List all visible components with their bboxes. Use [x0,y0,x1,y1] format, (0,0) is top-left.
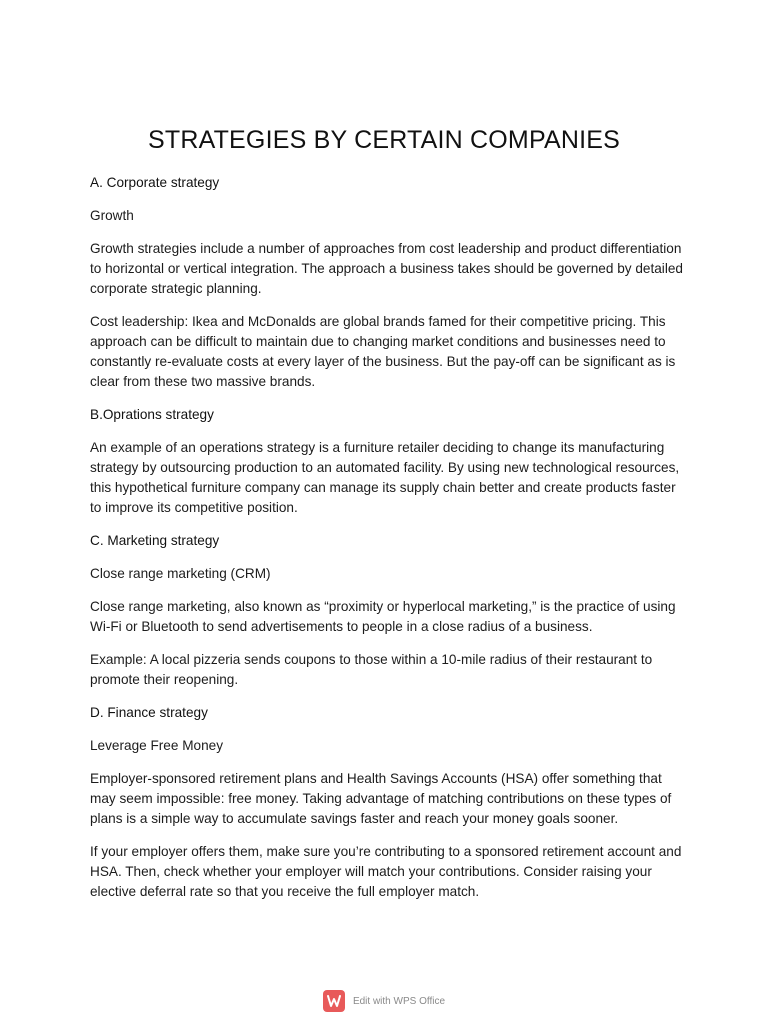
paragraph: Leverage Free Money [90,738,223,753]
paragraph: Close range marketing, also known as “proximity or hyperlocal marketing,” is the practice of using Wi-Fi or Bluetooth to send advertisements to people in a close radius of a business. [90,599,676,634]
section-heading-marketing [90,531,690,551]
section-heading-operations [90,405,690,425]
section-title: Corporate strategy [106,175,220,190]
paragraph: Employer-sponsored retirement plans and Health Savings Accounts (HSA) offer something that may seem impossible: free money. Taking advantage of matching contributions on these types of plans is a simple way to accumulate savings faster and reach your money goals sooner. [90,771,672,826]
document-title: STRATEGIES BY CERTAIN COMPANIES [147,126,621,154]
section-prefix: A. [90,175,107,190]
wps-footer[interactable] [0,990,768,1012]
paragraph: Growth strategies include a number of approaches from cost leadership and product differentiation to horizontal or vertical integration. The approach a business takes should be governed by detailed corporate strategic planning. [90,241,683,296]
paragraph: Example: A local pizzeria sends coupons to those within a 10-mile radius of their restaurant to promote their reopening. [90,652,653,687]
paragraph: Growth [90,208,134,223]
section-title: Marketing strategy [107,533,220,548]
section-prefix: C. [90,533,108,548]
footer-text: Edit with WPS Office [352,995,446,1007]
paragraph: Cost leadership: Ikea and McDonalds are global brands famed for their competitive pricing. This approach can be difficult to maintain due to changing market conditions and businesses need to constantly re-evaluate costs at every layer of the business. But the pay-off can be significant as is clear from these two massive brands. [90,314,676,389]
section-title: B.Oprations strategy [90,407,214,422]
section-prefix: D. [90,705,108,720]
section-heading-finance [90,703,690,723]
paragraph: An example of an operations strategy is a furniture retailer deciding to change its manufacturing strategy by outsourcing production to an automated facility. By using new technological resources, this hypothetical furniture company can manage its supply chain better and create products faster to improve its competitive position. [90,440,680,515]
document-body [90,173,690,915]
paragraph: Close range marketing (CRM) [90,566,271,581]
section-heading-corporate [90,173,690,193]
paragraph: If your employer offers them, make sure you’re contributing to a sponsored retirement account and HSA. Then, check whether your employer will match your contributions. Consider raising your elective deferral rate so that you receive the full employer match. [90,844,682,899]
section-title: Finance strategy [107,705,208,720]
wps-office-logo-icon [323,990,345,1012]
